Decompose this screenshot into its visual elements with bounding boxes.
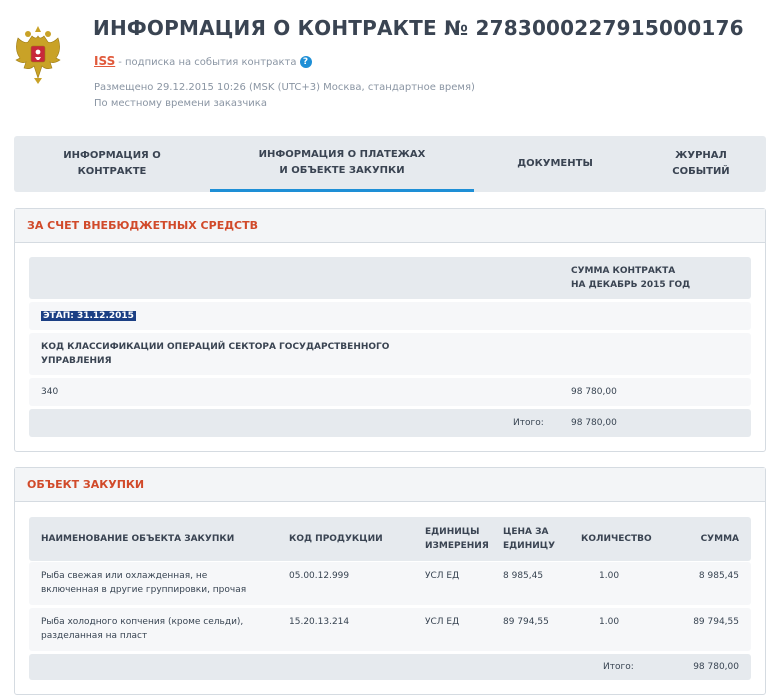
subscribe-line: [94, 54, 312, 68]
kosgu-amount: 98 780,00: [571, 387, 617, 397]
item-qty: 1.00: [599, 617, 620, 627]
tab-label: КОНТРАКТЕ: [77, 166, 147, 177]
table-row: [29, 608, 751, 651]
col-header-line: ЦЕНА ЗА: [503, 527, 549, 537]
coat-of-arms-icon: [12, 24, 64, 86]
tab-label: ИНФОРМАЦИЯ О ПЛАТЕЖАХ: [258, 148, 426, 160]
item-sum: 89 794,55: [693, 617, 739, 627]
local-time-note: По местному времени заказчика: [94, 98, 267, 109]
item-name: [41, 615, 243, 643]
item-price: 8 985,45: [503, 571, 544, 581]
purchase-total-row: [29, 654, 751, 680]
tab-contract-info[interactable]: [14, 136, 210, 192]
sum-header: [571, 264, 690, 292]
subscribe-text: - подписка на события контракта: [118, 57, 297, 68]
item-unit: УСЛ ЕД: [425, 617, 460, 627]
col-header-line: ЕДИНИЦУ: [503, 541, 556, 551]
item-name: [41, 569, 246, 597]
item-name-line: Рыба холодного копчения (кроме сельди),: [41, 617, 244, 627]
item-code: 15.20.13.214: [289, 617, 350, 627]
col-header-price: [503, 525, 555, 553]
total-value: 98 780,00: [693, 662, 739, 672]
tab-label: ИНФОРМАЦИЯ О: [63, 150, 161, 161]
posted-datetime: Размещено 29.12.2015 10:26 (MSK (UTC+3) Москва, стандартное время): [94, 82, 475, 93]
help-icon[interactable]: ?: [300, 56, 312, 68]
tab-bar: [14, 136, 766, 192]
section-title: ОБЪЕКТ ЗАКУПКИ: [15, 468, 765, 502]
sum-header-line: НА ДЕКАБРЬ 2015 ГОД: [571, 280, 691, 290]
purchase-table-header: [29, 517, 751, 561]
funds-total-row: [29, 409, 751, 437]
tab-event-log[interactable]: [636, 136, 766, 192]
col-header-unit: [425, 525, 489, 553]
total-label: Итого:: [603, 662, 634, 672]
iss-link[interactable]: ISS: [94, 54, 116, 68]
kosgu-header-line: КОД КЛАССИФИКАЦИИ ОПЕРАЦИЙ СЕКТОРА ГОСУДАРСТВЕННОГО: [41, 342, 390, 352]
item-unit: УСЛ ЕД: [425, 571, 460, 581]
tab-payments-and-purchase[interactable]: [210, 136, 474, 192]
table-row: [29, 562, 751, 605]
total-value: 98 780,00: [571, 418, 617, 428]
col-header-line: ИЗМЕРЕНИЯ: [425, 541, 489, 551]
extrabudgetary-funds-panel: [14, 208, 766, 452]
item-sum: 8 985,45: [698, 571, 739, 581]
page-header: [0, 0, 778, 120]
stage-row: [29, 302, 751, 330]
section-title: ЗА СЧЕТ ВНЕБЮДЖЕТНЫХ СРЕДСТВ: [15, 209, 765, 243]
table-row: [29, 378, 751, 406]
purchase-object-panel: [14, 467, 766, 695]
tab-label: И ОБЪЕКТЕ ЗАКУПКИ: [279, 164, 405, 176]
stage-label: ЭТАП: 31.12.2015: [43, 311, 134, 321]
tab-label: СОБЫТИЙ: [672, 166, 730, 177]
tab-label: ЖУРНАЛ: [675, 150, 727, 161]
tab-label: ДОКУМЕНТЫ: [517, 158, 593, 169]
kosgu-header-line: УПРАВЛЕНИЯ: [41, 356, 112, 366]
item-name-line: Рыба свежая или охлажденная, не: [41, 571, 208, 581]
tab-documents[interactable]: [474, 136, 636, 192]
item-code: 05.00.12.999: [289, 571, 350, 581]
kosgu-header-row: [29, 333, 751, 375]
col-header-code: КОД ПРОДУКЦИИ: [289, 534, 383, 544]
col-header-line: ЕДИНИЦЫ: [425, 527, 480, 537]
col-header-qty: КОЛИЧЕСТВО: [581, 534, 652, 544]
page-title: ИНФОРМАЦИЯ О КОНТРАКТЕ № 2783000227915000176: [93, 16, 744, 40]
kosgu-code: 340: [41, 387, 59, 397]
item-name-line: включенная в другие группировки, прочая: [41, 585, 247, 595]
kosgu-header: [41, 340, 389, 368]
item-name-line: разделанная на пласт: [41, 631, 148, 641]
item-qty: 1.00: [599, 571, 620, 581]
sum-header-line: СУММА КОНТРАКТА: [571, 266, 676, 276]
funds-table-header: [29, 257, 751, 299]
col-header-sum: СУММА: [700, 534, 739, 544]
col-header-name: НАИМЕНОВАНИЕ ОБЪЕКТА ЗАКУПКИ: [41, 534, 235, 544]
item-price: 89 794,55: [503, 617, 549, 627]
total-label: Итого:: [513, 418, 544, 428]
